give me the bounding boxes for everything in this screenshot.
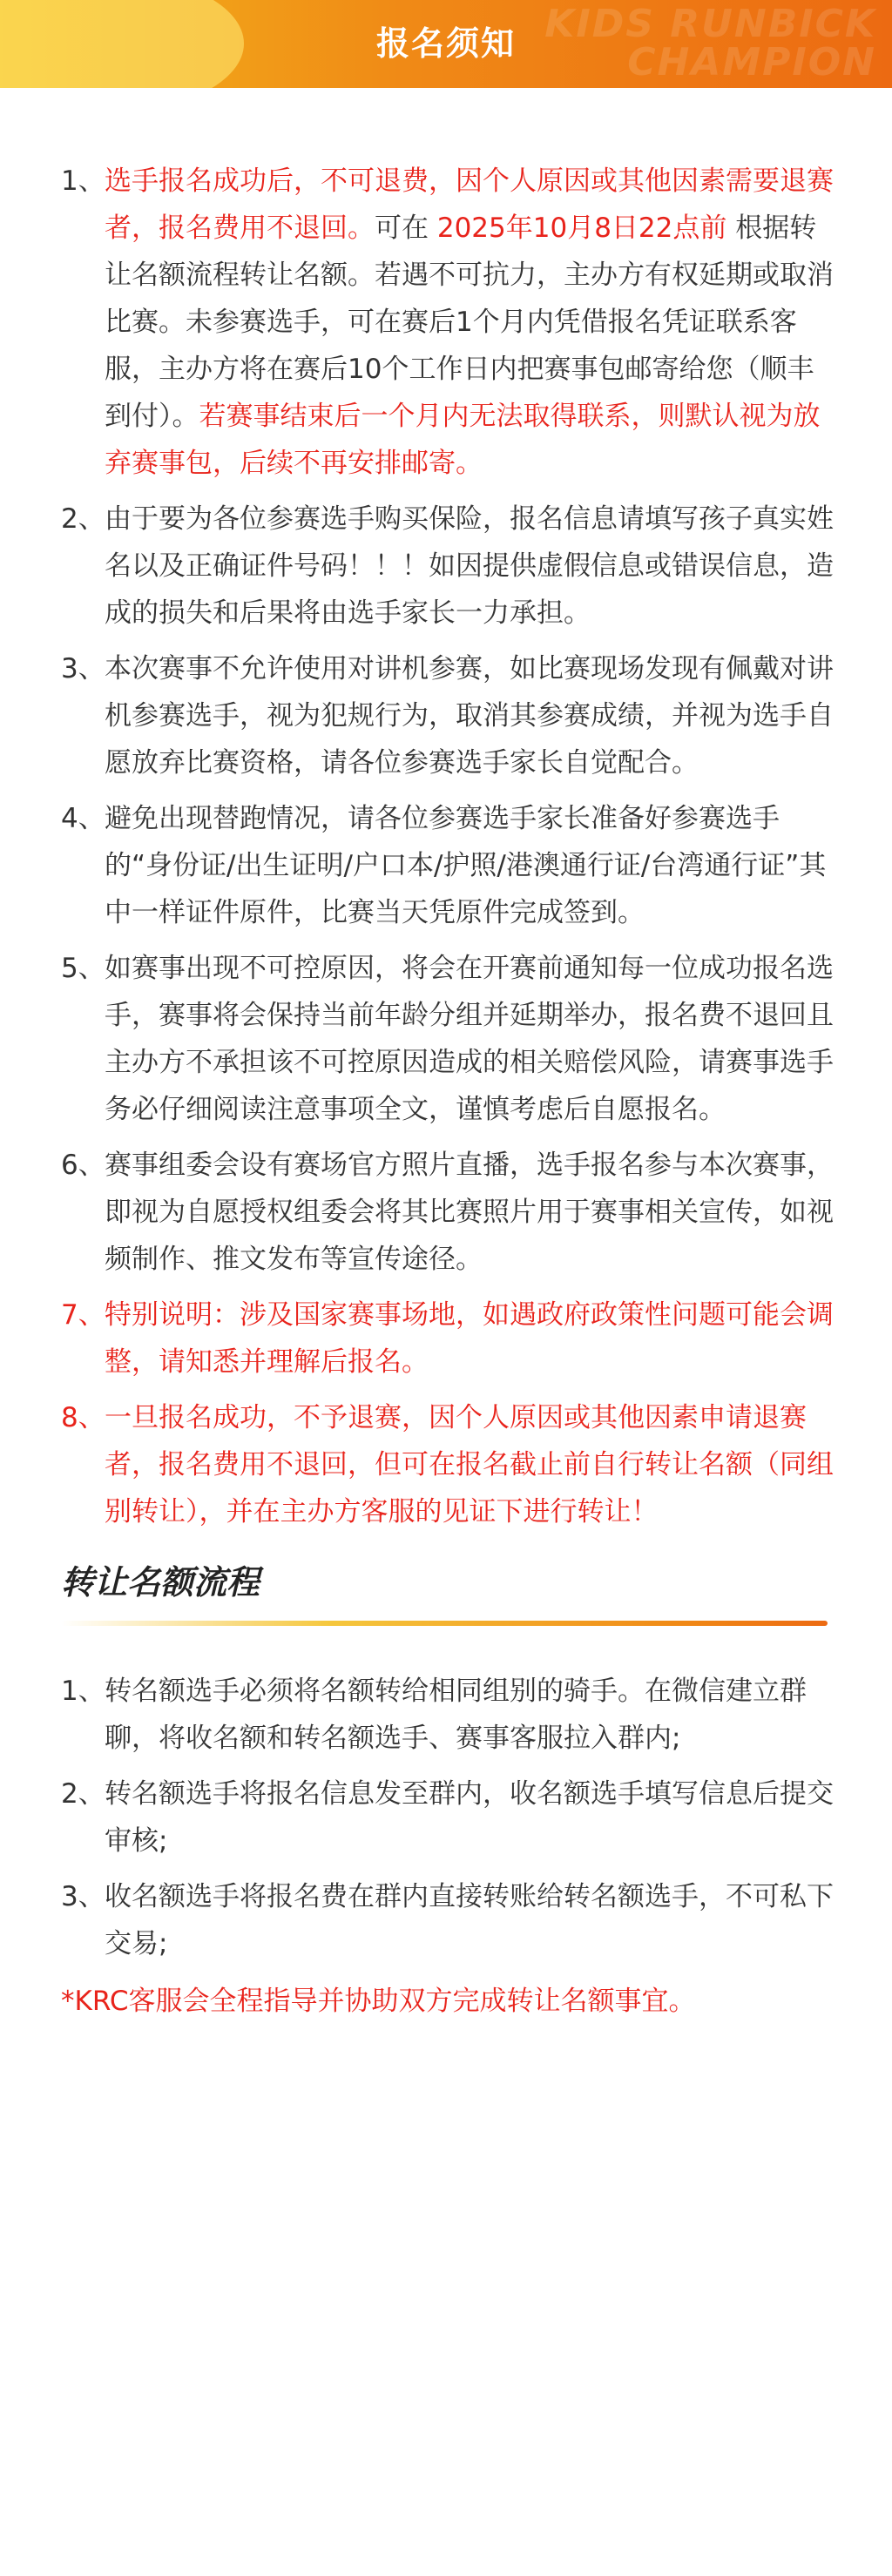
notice-item-number: 4、 <box>61 803 105 834</box>
notice-item-number: 6、 <box>61 1150 105 1181</box>
notice-text-highlight: 若赛事结束后一个月内无法取得联系，则默认视为放弃赛事包，后续不再安排邮寄。 <box>105 401 821 479</box>
notice-header-banner <box>0 0 892 88</box>
transfer-step-number: 1、 <box>61 1676 105 1707</box>
transfer-step-list <box>61 1668 840 1967</box>
notice-item-number: 1、 <box>61 165 105 197</box>
transfer-section-header <box>61 1556 840 1626</box>
notice-text-highlight: 特别说明：涉及国家赛事场地，如遇政府政策性问题可能会调整，请知悉并理解后报名。 <box>105 1299 834 1378</box>
notice-text: 避免出现替跑情况，请各位参赛选手家长准备好参赛选手的“身份证/出生证明/户口本/护照/港澳通行证/台湾通行证”其中一样证件原件，比赛当天凭原件完成签到。 <box>105 803 827 928</box>
notice-item <box>61 496 840 637</box>
notice-text: 根据转让名额流程转让名额。若遇不可抗力，主办方有权延期或取消比赛。未参赛选手，可在赛后1个月内凭借报名凭证联系客服，主办方将在赛后10个工作日内把赛事包邮寄给您（顺丰到付）。 <box>105 212 834 432</box>
transfer-step <box>61 1668 840 1762</box>
notice-item <box>61 945 840 1133</box>
notice-item-number: 5、 <box>61 953 105 984</box>
notice-item-number: 7、 <box>61 1299 105 1331</box>
transfer-step-number: 2、 <box>61 1778 105 1810</box>
transfer-section-title: 转让名额流程 <box>61 1563 260 1602</box>
transfer-note: *KRC客服会全程指导并协助双方完成转让名额事宜。 <box>61 1986 696 2017</box>
notice-item-number: 2、 <box>61 503 105 535</box>
notice-item <box>61 1394 840 1535</box>
transfer-step <box>61 1873 840 1967</box>
transfer-step-number: 3、 <box>61 1881 105 1912</box>
notice-text: 由于要为各位参赛选手购买保险，报名信息请填写孩子真实姓名以及正确证件号码！！！如因提供虚假信息或错误信息，造成的损失和后果将由选手家长一力承担。 <box>105 503 834 629</box>
transfer-step-text: 转名额选手必须将名额转给相同组别的骑手。在微信建立群聊，将收名额和转名额选手、赛事客服拉入群内; <box>105 1676 807 1754</box>
notice-text-highlight: 选手报名成功后，不可退费，因个人原因或其他因素需要退赛者，报名费用不退回。 <box>105 165 834 244</box>
notice-item <box>61 645 840 786</box>
watermark-line-1: KIDS RUNBICK <box>544 2 876 46</box>
notice-text-highlight: 一旦报名成功，不予退赛，因个人原因或其他因素申请退赛者，报名费用不退回，但可在报名截止前自行转让名额（同组别转让），并在主办方客服的见证下进行转让！ <box>105 1402 834 1527</box>
page-title: 报名须知 <box>375 24 516 63</box>
notice-item <box>61 795 840 936</box>
watermark-line-2: CHAMPION <box>627 40 876 84</box>
notice-text-highlight: 2025年10月8日22点前 <box>436 212 727 244</box>
notice-item-number: 3、 <box>61 653 105 684</box>
notice-text: 本次赛事不允许使用对讲机参赛，如比赛现场发现有佩戴对讲机参赛选手，视为犯规行为，取消其参赛成绩，并视为选手自愿放弃比赛资格，请各位参赛选手家长自觉配合。 <box>105 653 834 779</box>
section-underline <box>61 1621 828 1626</box>
notice-item <box>61 158 840 487</box>
transfer-step <box>61 1770 840 1865</box>
notice-content <box>0 88 892 2025</box>
notice-text: 可在 <box>375 212 437 244</box>
notice-text: 赛事组委会设有赛场官方照片直播，选手报名参与本次赛事，即视为自愿授权组委会将其比赛照片用于赛事相关宣传，如视频制作、推文发布等宣传途径。 <box>105 1150 834 1275</box>
transfer-step-text: 转名额选手将报名信息发至群内，收名额选手填写信息后提交审核; <box>105 1778 834 1857</box>
notice-item <box>61 1142 840 1283</box>
transfer-step-text: 收名额选手将报名费在群内直接转账给转名额选手，不可私下交易; <box>105 1881 834 1959</box>
notice-list <box>61 158 840 1535</box>
notice-item <box>61 1291 840 1386</box>
notice-item-number: 8、 <box>61 1402 105 1433</box>
notice-text: 如赛事出现不可控原因，将会在开赛前通知每一位成功报名选手，赛事将会保持当前年龄分组并延期举办，报名费不退回且主办方不承担该不可控原因造成的相关赔偿风险，请赛事选手务必仔细阅读注意事项全文，谨慎考虑后自愿报名。 <box>105 953 834 1125</box>
